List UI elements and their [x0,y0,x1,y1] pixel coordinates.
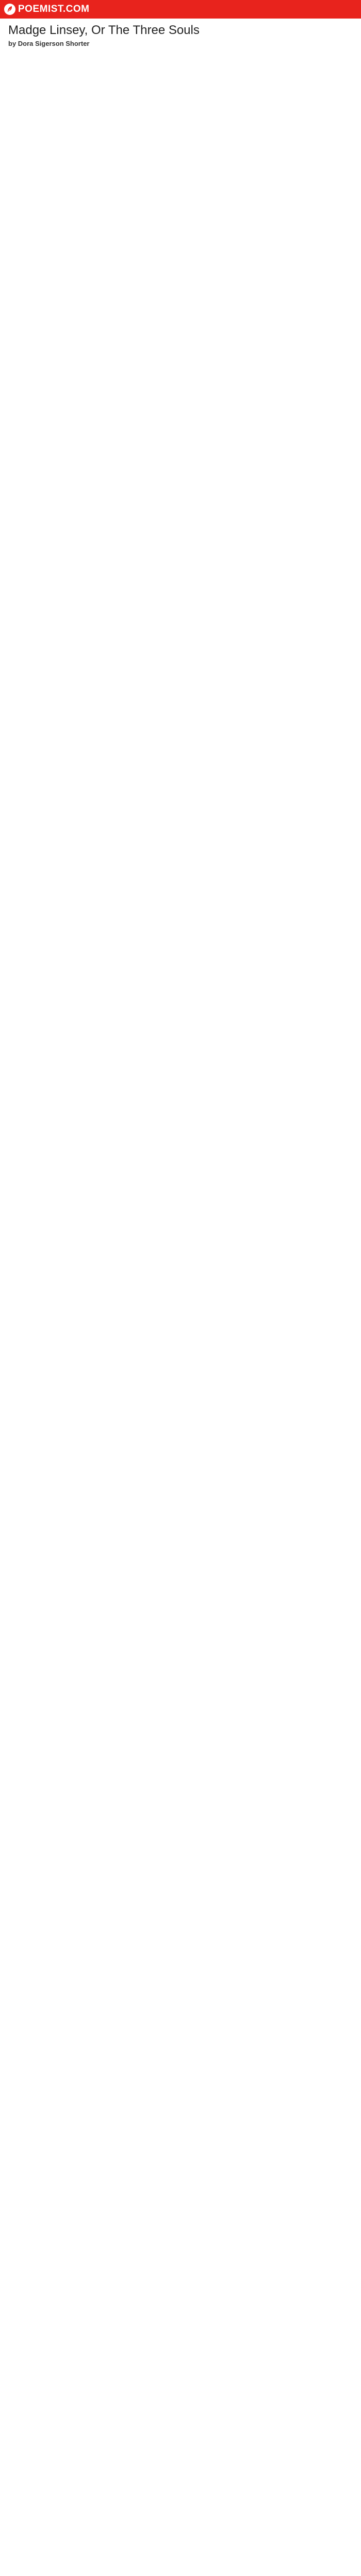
site-header [0,0,361,19]
logo-wordmark: POEMIST.COM [18,4,90,14]
page-title: Madge Linsey, Or The Three Souls [8,23,200,37]
feather-icon [4,4,15,15]
poem-heading [8,23,353,48]
poem-body [8,54,353,2576]
site-logo[interactable] [4,4,90,15]
author-byline: by Dora Sigerson Shorter [8,40,90,47]
